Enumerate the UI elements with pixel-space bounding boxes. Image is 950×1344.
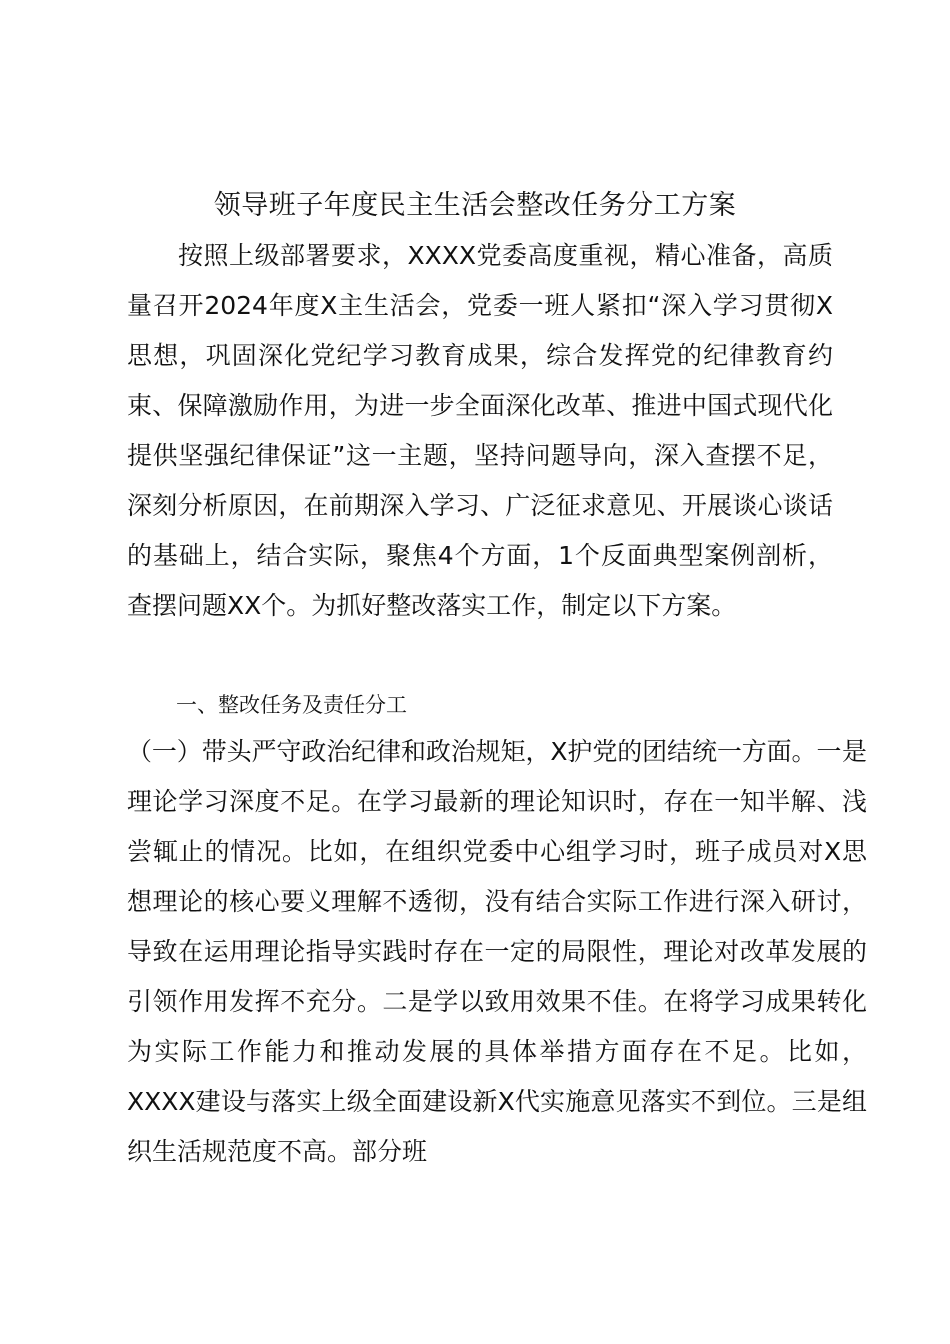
- subsection-lead: （一）带头严守政治纪律和政治规矩，X护党的团结统一方面。: [127, 737, 817, 766]
- subsection-paragraph: [127, 727, 867, 1177]
- subsection-body: 一是理论学习深度不足。在学习最新的理论知识时，存在一知半解、浅尝辄止的情况。比如，在组织党委中心组学习时，班子成员对X思想理论的核心要义理解不透彻，没有结合实际工作进行深入研讨，导致在运用理论指导实践时存在一定的局限性，理论对改革发展的引领作用发挥不充分。二是学以致用效果不佳。在将学习成果转化为实际工作能力和推动发展的具体举措方面存在不足。比如，XXXX建设与落实上级全面建设新X代实施意见落实不到位。三是组织生活规范度不高。部分班: [127, 737, 867, 1166]
- document-title: 领导班子年度民主生活会整改任务分工方案: [213, 190, 737, 221]
- section-heading: 一、整改任务及责任分工: [176, 693, 407, 717]
- intro-paragraph: 按照上级部署要求，XXXX党委高度重视，精心准备，高质量召开2024年度X主生活会，党委一班人紧扣“深入学习贯彻X思想，巩固深化党纪学习教育成果，综合发挥党的纪律教育约束、保障激励作用，为进一步全面深化改革、推进中国式现代化提供坚强纪律保证”这一主题，坚持问题导向，深入查摆不足，深刻分析原因，在前期深入学习、广泛征求意见、开展谈心谈话的基础上，结合实际，聚焦4个方面，1个反面典型案例剖析，查摆问题XX个。为抓好整改落实工作，制定以下方案。: [127, 241, 833, 620]
